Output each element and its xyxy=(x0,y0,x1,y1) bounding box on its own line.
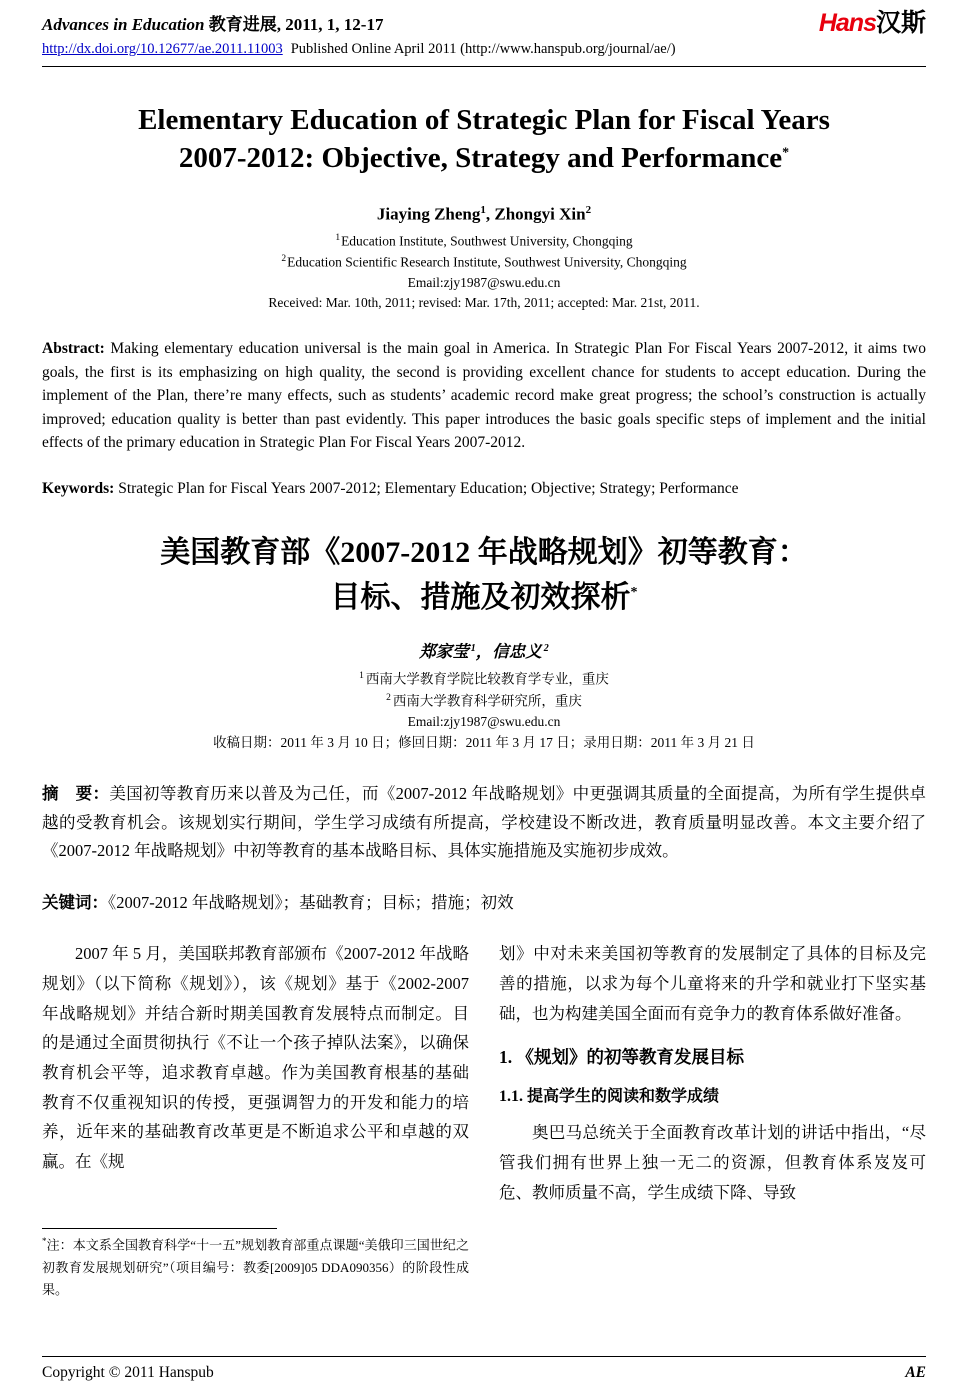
affil-1-text: Education Institute, Southwest University, Chongqing xyxy=(341,233,633,249)
article-title-cn xyxy=(42,530,926,620)
authors-cn xyxy=(42,638,926,662)
email-line: Email:zjy1987@swu.edu.cn xyxy=(407,274,561,290)
body-paragraph-left: 2007 年 5 月，美国联邦教育部颁布《2007-2012 年战略规划》（以下简称《规划》），该《规划》基于《2002-2007 年战略规划》并结合新时期美国教育发展特点而制定。目的是通过全面贯彻执行《不让一个孩子掉队法案》，以确保教育机会平等，追求教育卓越。作为美国教育根基的基础教育不仅重视知识的传授，更强调智力的开发和能力的培养，近年来的基础教育改革更是不断追求公平和卓越的双赢。在《规 xyxy=(42,944,469,1172)
cn-author-1-name: 郑家莹 xyxy=(419,642,469,662)
cn-title-line-2: 目标、措施及初效探析 xyxy=(330,581,631,615)
right-column xyxy=(499,939,926,1301)
footnote-marker: * xyxy=(42,1235,47,1246)
section-heading-1-1: 1.1. 提高学生的阅读和数学成绩 xyxy=(499,1088,720,1106)
cn-email-line: Email:zjy1987@swu.edu.cn xyxy=(407,714,561,730)
author-2-name: Zhongyi Xin xyxy=(494,204,586,224)
footnote-block xyxy=(42,1228,469,1301)
logo-cn-text: 汉斯 xyxy=(875,9,926,37)
keywords-en xyxy=(42,477,926,501)
body-paragraph-right-2: 奥巴马总统关于全面教育改革计划的讲话中指出，“尽管我们拥有世界上独一无二的资源，但教育体系岌岌可危、教师质量不高，学生成绩下降、导致 xyxy=(499,1123,926,1202)
footnote-text xyxy=(42,1234,469,1301)
affil-2-text: Education Scientific Research Institute, Southwest University, Chongqing xyxy=(287,254,687,270)
cn-affiliation-2 xyxy=(42,691,926,712)
affiliation-1 xyxy=(42,231,926,252)
cn-title-line-1: 美国教育部《2007-2012 年战略规划》初等教育： xyxy=(160,536,808,570)
received-line: Received: Mar. 10th, 2011; revised: Mar. 17th, 2011; accepted: Mar. 21st, 2011. xyxy=(268,294,700,310)
cn-affiliation-1 xyxy=(42,669,926,690)
published-online-text: Published Online April 2011 (http://www.hanspub.org/journal/ae/) xyxy=(290,41,676,57)
affiliation-2 xyxy=(42,252,926,273)
authors-en xyxy=(42,204,926,225)
header-rule xyxy=(42,66,926,67)
page-footer xyxy=(42,1356,926,1382)
cn-affil-2-text: 西南大学教育科学研究所，重庆 xyxy=(392,693,582,709)
abstract-text: Making elementary education universal is the main goal in America. In Strategic Plan For Fiscal Years 2007-2012, it aims two goals, the first is its emphasizing on high quality, the second is providing excellent chance for students to accept education. During the implement of the Plan, there’re many effects, such as students’ academic record make great progress; the school’s construction is actually improved; education quality is better than past evidently. This paper introduces the basic goals specific steps of implement and the initial effects of the primary education in Strategic Plan For Fiscal Years 2007-2012. xyxy=(42,340,926,452)
cn-affil-2-marker: 2 xyxy=(386,692,391,703)
affiliations-cn xyxy=(42,669,926,754)
cn-author-2-marker: 2 xyxy=(543,642,549,654)
cn-abstract-text: 美国初等教育历来以普及为己任，而《2007-2012 年战略规划》中更强调其质量的全面提高，为所有学生提供卓越的受教育机会。该规划实行期间，学生学习成绩有所提高，学校建设不断改进，教育质量明显改善。本文主要介绍了《2007-2012 年战略规划》中初等教育的基本战略目标、具体实施措施及实施初步成效。 xyxy=(42,784,927,860)
keywords-cn xyxy=(42,889,926,913)
cn-author-1-marker: 1 xyxy=(470,642,476,654)
body-paragraph-right-1: 划》中对未来美国初等教育的发展制定了具体的目标及完善的措施，以求为每个儿童将来的升学和就业打下坚实基础，也为构建美国全面而有竞争力的教育体系做好准备。 xyxy=(499,944,926,1023)
abstract-en xyxy=(42,337,926,455)
article-title-en xyxy=(42,101,926,178)
keywords-text: Strategic Plan for Fiscal Years 2007-2012; Elementary Education; Objective; Strategy; Performance xyxy=(114,479,739,497)
affil-1-marker: 1 xyxy=(335,233,341,244)
affiliations-en xyxy=(42,231,926,313)
footnote-body: 注：本文系全国教育科学“十一五”规划教育部重点课题“美俄印三国世纪之初教育发展规划研究”（项目编号：教委[2009]05 DDA090356）的阶段性成果。 xyxy=(42,1237,469,1297)
affil-2-marker: 2 xyxy=(281,253,287,264)
author-separator: , xyxy=(485,204,495,224)
cn-keywords-text: 《2007-2012 年战略规划》；基础教育；目标；措施；初效 xyxy=(108,893,514,913)
journal-issue: , 2011, 1, 12-17 xyxy=(276,15,384,34)
journal-title-line xyxy=(42,10,676,35)
journal-name-cn: 教育进展 xyxy=(204,15,277,34)
journal-info xyxy=(42,10,676,58)
cn-affil-1-text: 西南大学教育学院比较教育学专业，重庆 xyxy=(365,671,609,687)
journal-abbrev: AE xyxy=(905,1364,926,1381)
abstract-label: Abstract: xyxy=(42,340,105,358)
doi-link[interactable]: http://dx.doi.org/10.12677/ae.2011.11003 xyxy=(42,41,283,57)
body-columns xyxy=(42,939,926,1301)
keywords-label: Keywords: xyxy=(42,479,115,497)
journal-header xyxy=(42,10,926,58)
author-1-name: Jiaying Zheng xyxy=(376,204,481,224)
logo-hans-text: Hans xyxy=(818,9,876,37)
cn-affil-1-marker: 1 xyxy=(359,671,364,682)
copyright-text: Copyright © 2011 Hanspub xyxy=(42,1364,214,1381)
hans-publisher-logo xyxy=(819,10,926,38)
title-line-1: Elementary Education of Strategic Plan for Fiscal Years xyxy=(138,104,830,136)
title-line-2: 2007-2012: Objective, Strategy and Performance xyxy=(178,142,783,175)
cn-abstract-label: 摘 要： xyxy=(42,784,110,804)
abstract-cn xyxy=(42,780,926,865)
cn-dates-line: 收稿日期：2011 年 3 月 10 日；修回日期：2011 年 3 月 17 日；录用日期：2011 年 3 月 21 日 xyxy=(213,735,755,751)
cn-title-footnote-marker: * xyxy=(630,585,638,601)
left-column xyxy=(42,939,469,1301)
title-footnote-marker: * xyxy=(782,145,790,161)
journal-name-en: Advances in Education xyxy=(42,15,205,34)
section-heading-1: 1. 《规划》的初等教育发展目标 xyxy=(499,1047,744,1068)
cn-author-separator: ，信忠义 xyxy=(475,642,542,662)
author-2-affil-marker: 2 xyxy=(585,203,592,216)
cn-keywords-label: 关键词： xyxy=(42,893,108,913)
footnote-rule xyxy=(42,1228,277,1229)
author-1-affil-marker: 1 xyxy=(480,203,486,216)
doi-line xyxy=(42,41,676,58)
